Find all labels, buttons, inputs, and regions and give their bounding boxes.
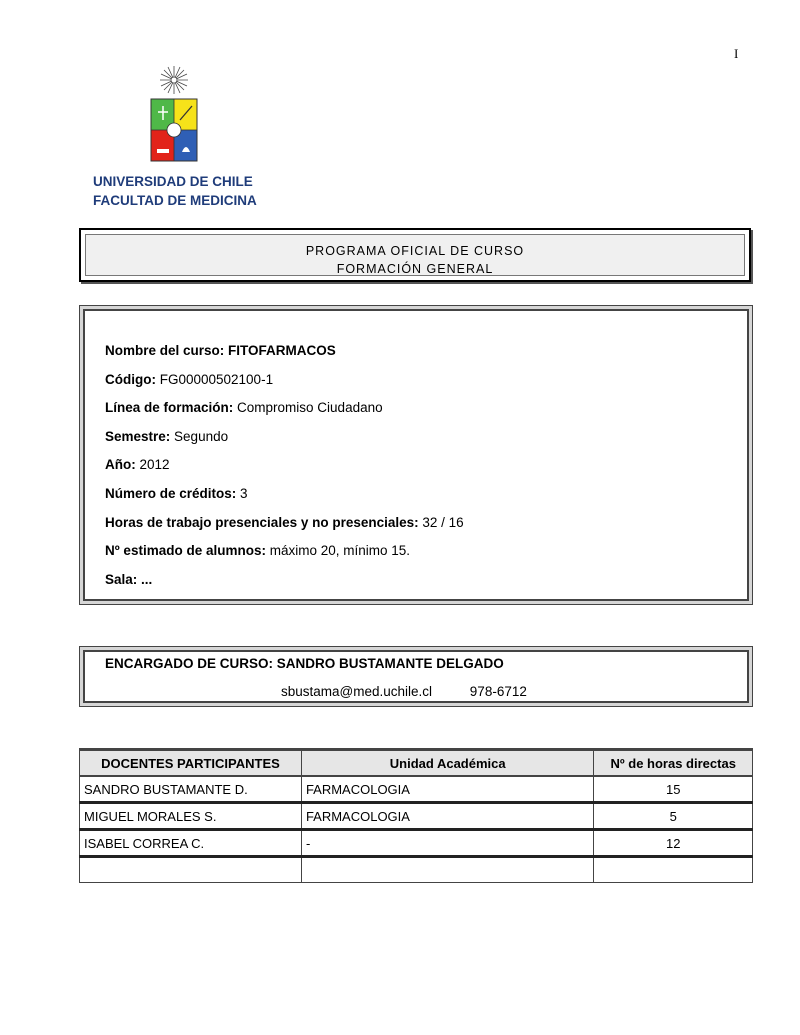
staff-table	[79, 748, 753, 883]
table-row	[80, 803, 753, 830]
course-students-row	[105, 543, 747, 572]
course-name-row	[105, 343, 747, 372]
course-semester-label: Semestre:	[105, 428, 175, 444]
university-crest-icon	[146, 64, 202, 164]
teacher-name: ISABEL CORREA C.	[80, 830, 302, 857]
table-row	[80, 857, 753, 883]
course-line-value: Compromiso Ciudadano	[237, 400, 383, 416]
institution-name	[93, 172, 257, 210]
course-name-label: Nombre del curso:	[105, 343, 229, 358]
course-info-box	[79, 305, 753, 605]
faculty-name: FACULTAD DE MEDICINA	[93, 193, 257, 208]
course-code-value: FG00000502100-1	[159, 371, 274, 387]
teacher-hours: 15	[594, 776, 753, 803]
teacher-name	[80, 857, 302, 883]
course-info	[83, 309, 749, 601]
course-line-row	[105, 400, 747, 429]
program-title-box	[79, 228, 751, 282]
teacher-unit: -	[301, 830, 594, 857]
course-credits-value: 3	[240, 485, 248, 501]
coordinator-contact	[281, 684, 527, 699]
header-teachers: DOCENTES PARTICIPANTES	[80, 750, 302, 777]
course-hours-label: Horas de trabajo presenciales y no presenciales:	[105, 514, 423, 530]
title-line-1: PROGRAMA OFICIAL DE CURSO	[305, 244, 525, 258]
program-title	[85, 234, 745, 276]
teacher-unit: FARMACOLOGIA	[301, 776, 594, 803]
coordinator-email: sbustama@med.uchile.cl	[281, 684, 433, 699]
course-semester-value: Segundo	[174, 428, 229, 444]
course-students-label: Nº estimado de alumnos:	[105, 543, 270, 559]
coordinator-box	[79, 646, 753, 707]
page-number: I	[734, 46, 739, 61]
teacher-hours: 5	[594, 803, 753, 830]
coordinator-phone: 978-6712	[469, 684, 527, 699]
header-hours: Nº de horas directas	[594, 750, 753, 777]
table-row	[80, 830, 753, 857]
teacher-hours	[594, 857, 753, 883]
coordinator-info	[83, 650, 749, 703]
course-semester-row	[105, 429, 747, 458]
teacher-unit: FARMACOLOGIA	[301, 803, 594, 830]
teacher-unit	[301, 857, 594, 883]
university-name: UNIVERSIDAD DE CHILE	[93, 174, 253, 189]
teacher-hours: 12	[594, 830, 753, 857]
title-line-2: FORMACIÓN GENERAL	[336, 262, 494, 276]
coordinator-heading: ENCARGADO DE CURSO: SANDRO BUSTAMANTE DELGADO	[105, 656, 504, 671]
course-year-label: Año:	[105, 457, 140, 473]
course-room-row	[105, 572, 747, 601]
course-line-label: Línea de formación:	[105, 400, 238, 416]
course-students-value: máximo 20, mínimo 15.	[269, 543, 411, 559]
course-name-value: FITOFARMACOS	[228, 343, 336, 358]
course-credits-label: Número de créditos:	[105, 485, 241, 501]
teacher-name: MIGUEL MORALES S.	[80, 803, 302, 830]
course-room-label: Sala: ...	[105, 571, 153, 587]
course-code-label: Código:	[105, 371, 160, 387]
teacher-name: SANDRO BUSTAMANTE D.	[80, 776, 302, 803]
course-code-row	[105, 372, 747, 401]
table-row	[80, 776, 753, 803]
header-unit: Unidad Académica	[301, 750, 594, 777]
staff-table-header	[80, 750, 753, 777]
course-hours-value: 32 / 16	[422, 514, 464, 530]
course-year-value: 2012	[139, 457, 170, 473]
course-hours-row	[105, 515, 747, 544]
course-credits-row	[105, 486, 747, 515]
course-year-row	[105, 457, 747, 486]
